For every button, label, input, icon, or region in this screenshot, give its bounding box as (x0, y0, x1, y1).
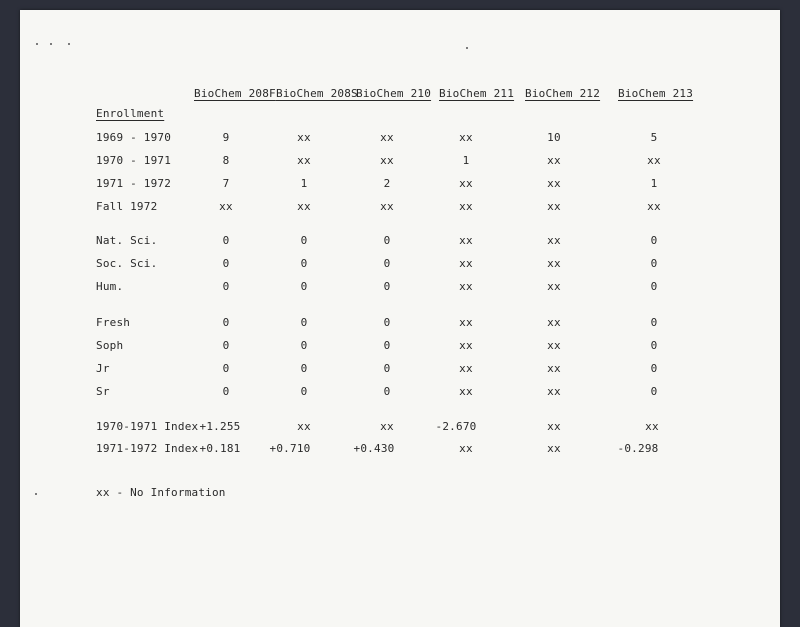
row-label: Fresh (96, 316, 131, 329)
table-cell: 0 (300, 339, 308, 352)
row-label: Hum. (96, 280, 124, 293)
row-label: Sr (96, 385, 110, 398)
table-cell: xx (547, 339, 561, 352)
table-cell: xx (459, 257, 473, 270)
table-cell: 0 (222, 339, 230, 352)
table-cell: -2.670 (435, 420, 477, 433)
table-cell: 0 (300, 234, 308, 247)
table-cell: 0 (650, 362, 658, 375)
row-label: Nat. Sci. (96, 234, 158, 247)
table-cell: 0 (222, 280, 230, 293)
table-cell: xx (459, 316, 473, 329)
table-cell: xx (297, 154, 311, 167)
table-cell: xx (380, 154, 394, 167)
table-cell: xx (459, 234, 473, 247)
table-cell: xx (459, 442, 473, 455)
table-cell: xx (459, 177, 473, 190)
table-cell: 0 (650, 339, 658, 352)
table-cell: xx (547, 420, 561, 433)
column-header-biochem-208f: BioChem 208F (194, 87, 276, 100)
table-cell: xx (547, 200, 561, 213)
table-cell: 0 (300, 385, 308, 398)
table-cell: 0 (300, 257, 308, 270)
table-cell: 0 (222, 385, 230, 398)
table-cell: xx (380, 420, 394, 433)
table-cell: 0 (383, 280, 391, 293)
speck (35, 493, 37, 495)
footnote: xx - No Information (96, 486, 226, 499)
table-cell: xx (547, 257, 561, 270)
table-cell: 5 (650, 131, 658, 144)
table-cell: xx (547, 154, 561, 167)
column-header-biochem-211: BioChem 211 (439, 87, 515, 100)
table-cell: xx (547, 362, 561, 375)
table-cell: 0 (650, 385, 658, 398)
table-cell: xx (297, 420, 311, 433)
table-cell: 0 (300, 316, 308, 329)
table-cell: xx (547, 385, 561, 398)
table-cell: xx (297, 131, 311, 144)
table-cell: 0 (383, 362, 391, 375)
row-label: 1970-1971 Index (96, 420, 199, 433)
table-cell: xx (647, 200, 661, 213)
speck (36, 43, 38, 45)
table-cell: xx (219, 200, 233, 213)
table-cell: 0 (650, 257, 658, 270)
table-cell: 0 (383, 385, 391, 398)
table-cell: xx (547, 442, 561, 455)
row-label: 1969 - 1970 (96, 131, 172, 144)
row-label: 1970 - 1971 (96, 154, 172, 167)
table-cell: 9 (222, 131, 230, 144)
table-cell: 1 (300, 177, 308, 190)
table-cell: xx (380, 131, 394, 144)
row-label: Fall 1972 (96, 200, 158, 213)
row-label: 1971-1972 Index (96, 442, 199, 455)
table-cell: 8 (222, 154, 230, 167)
table-cell: xx (459, 131, 473, 144)
table-cell: -0.298 (617, 442, 659, 455)
table-cell: +0.710 (269, 442, 311, 455)
table-cell: +0.181 (199, 442, 241, 455)
table-cell: 0 (300, 362, 308, 375)
row-label: Soph (96, 339, 124, 352)
table-cell: 0 (383, 316, 391, 329)
speck (466, 47, 468, 49)
table-cell: 0 (222, 362, 230, 375)
table-cell: xx (459, 280, 473, 293)
table-cell: 0 (383, 257, 391, 270)
table-cell: xx (547, 234, 561, 247)
row-label: Soc. Sci. (96, 257, 158, 270)
table-cell: +0.430 (353, 442, 395, 455)
table-cell: 1 (462, 154, 470, 167)
table-cell: 7 (222, 177, 230, 190)
table-cell: 1 (650, 177, 658, 190)
column-header-biochem-213: BioChem 213 (618, 87, 694, 100)
column-header-biochem-210: BioChem 210 (356, 87, 432, 100)
table-cell: 0 (650, 234, 658, 247)
table-cell: xx (459, 339, 473, 352)
table-cell: 0 (222, 234, 230, 247)
table-cell: 0 (650, 316, 658, 329)
table-cell: 0 (222, 316, 230, 329)
table-cell: xx (459, 385, 473, 398)
table-cell: xx (459, 200, 473, 213)
row-label: Jr (96, 362, 110, 375)
document-page (20, 10, 780, 627)
table-cell: xx (297, 200, 311, 213)
row-label: 1971 - 1972 (96, 177, 172, 190)
speck (50, 43, 52, 45)
table-cell: xx (547, 280, 561, 293)
table-cell: 0 (383, 339, 391, 352)
table-cell: 0 (383, 234, 391, 247)
table-cell: xx (547, 177, 561, 190)
table-cell: xx (547, 316, 561, 329)
table-cell: 0 (650, 280, 658, 293)
table-cell: 10 (547, 131, 561, 144)
table-cell: xx (380, 200, 394, 213)
table-cell: xx (647, 154, 661, 167)
table-cell: 2 (383, 177, 391, 190)
table-cell: xx (459, 362, 473, 375)
table-cell: xx (645, 420, 659, 433)
section-heading-enrollment: Enrollment (96, 107, 165, 120)
table-cell: 0 (222, 257, 230, 270)
table-cell: 0 (300, 280, 308, 293)
column-header-biochem-208s: BioChem 208S (276, 87, 358, 100)
column-header-biochem-212: BioChem 212 (525, 87, 601, 100)
speck (68, 43, 70, 45)
table-cell: +1.255 (199, 420, 241, 433)
